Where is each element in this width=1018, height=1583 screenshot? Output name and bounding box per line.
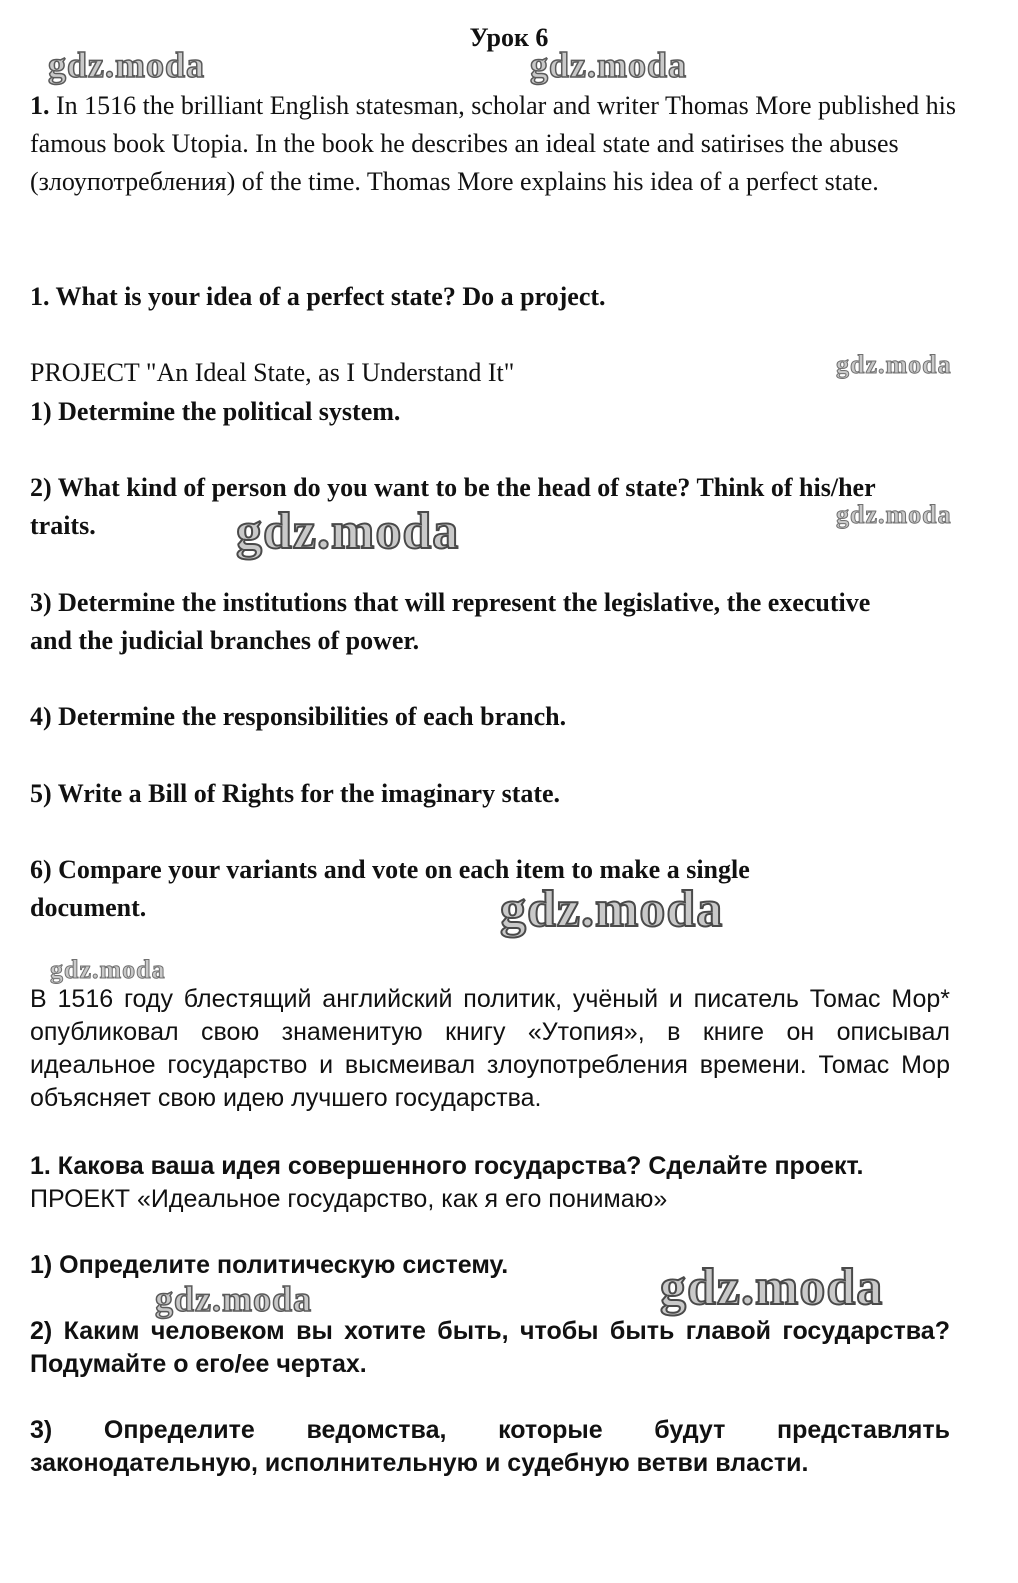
english-item-1: 1) Determine the political system. xyxy=(30,397,401,426)
russian-project-title: ПРОЕКТ «Идеальное государство, как я его понимаю» xyxy=(30,1185,668,1213)
english-item-5: 5) Write a Bill of Rights for the imaginary state. xyxy=(30,779,561,808)
lesson-title: Урок 6 xyxy=(469,23,549,52)
english-item-4: 4) Determine the responsibilities of each branch. xyxy=(30,702,567,731)
english-intro-paragraph xyxy=(30,87,980,201)
intro-text: In 1516 the brilliant English statesman, scholar and writer Thomas More published his famous book Utopia. In the book he describes an ideal state and satirises the abuses (злоупотребления) of the time. Thomas More explains his idea of a perfect state. xyxy=(30,91,956,196)
watermark: gdz.moda xyxy=(155,1279,313,1319)
english-item-3: 3) Determine the institutions that will represent the legislative, the executive and the judicial branches of power. xyxy=(30,588,871,655)
english-project-title: PROJECT "An Ideal State, as I Understand It" xyxy=(30,358,515,387)
watermark: gdz.moda xyxy=(50,955,166,984)
watermark: gdz.moda xyxy=(836,350,952,379)
russian-intro-paragraph: В 1516 году блестящий английский политик, учёный и писатель Томас Мор* опубликовал свою знаменитую книгу «Утопия», в книге он описывал идеальное государство и высмеивал злоупотребления времени. Томас Мор объясняет свою идею лучшего государства. xyxy=(30,985,950,1112)
watermark: gdz.moda xyxy=(500,881,724,938)
english-item-2: 2) What kind of person do you want to be the head of state? Think of his/her traits. xyxy=(30,473,876,540)
russian-question: 1. Какова ваша идея совершенного государства? Сделайте проект. xyxy=(30,1152,864,1180)
russian-item-3: 3) Определите ведомства, которые будут представлять законодательную, исполнительную и судебную ветви власти. xyxy=(30,1416,950,1477)
english-question: 1. What is your idea of a perfect state? Do a project. xyxy=(30,282,606,311)
english-item-6: 6) Compare your variants and vote on each item to make a single document. xyxy=(30,855,750,922)
watermark: gdz.moda xyxy=(236,503,460,560)
watermark: gdz.moda xyxy=(660,1259,884,1316)
watermark: gdz.moda xyxy=(836,500,952,529)
watermark: gdz.moda xyxy=(48,45,206,85)
intro-number: 1. xyxy=(30,91,50,120)
russian-item-1: 1) Определите политическую систему. xyxy=(30,1251,509,1279)
russian-item-2: 2) Каким человеком вы хотите быть, чтобы быть главой государства? Подумайте о его/ее чертах. xyxy=(30,1317,950,1378)
watermark: gdz.moda xyxy=(530,45,688,85)
